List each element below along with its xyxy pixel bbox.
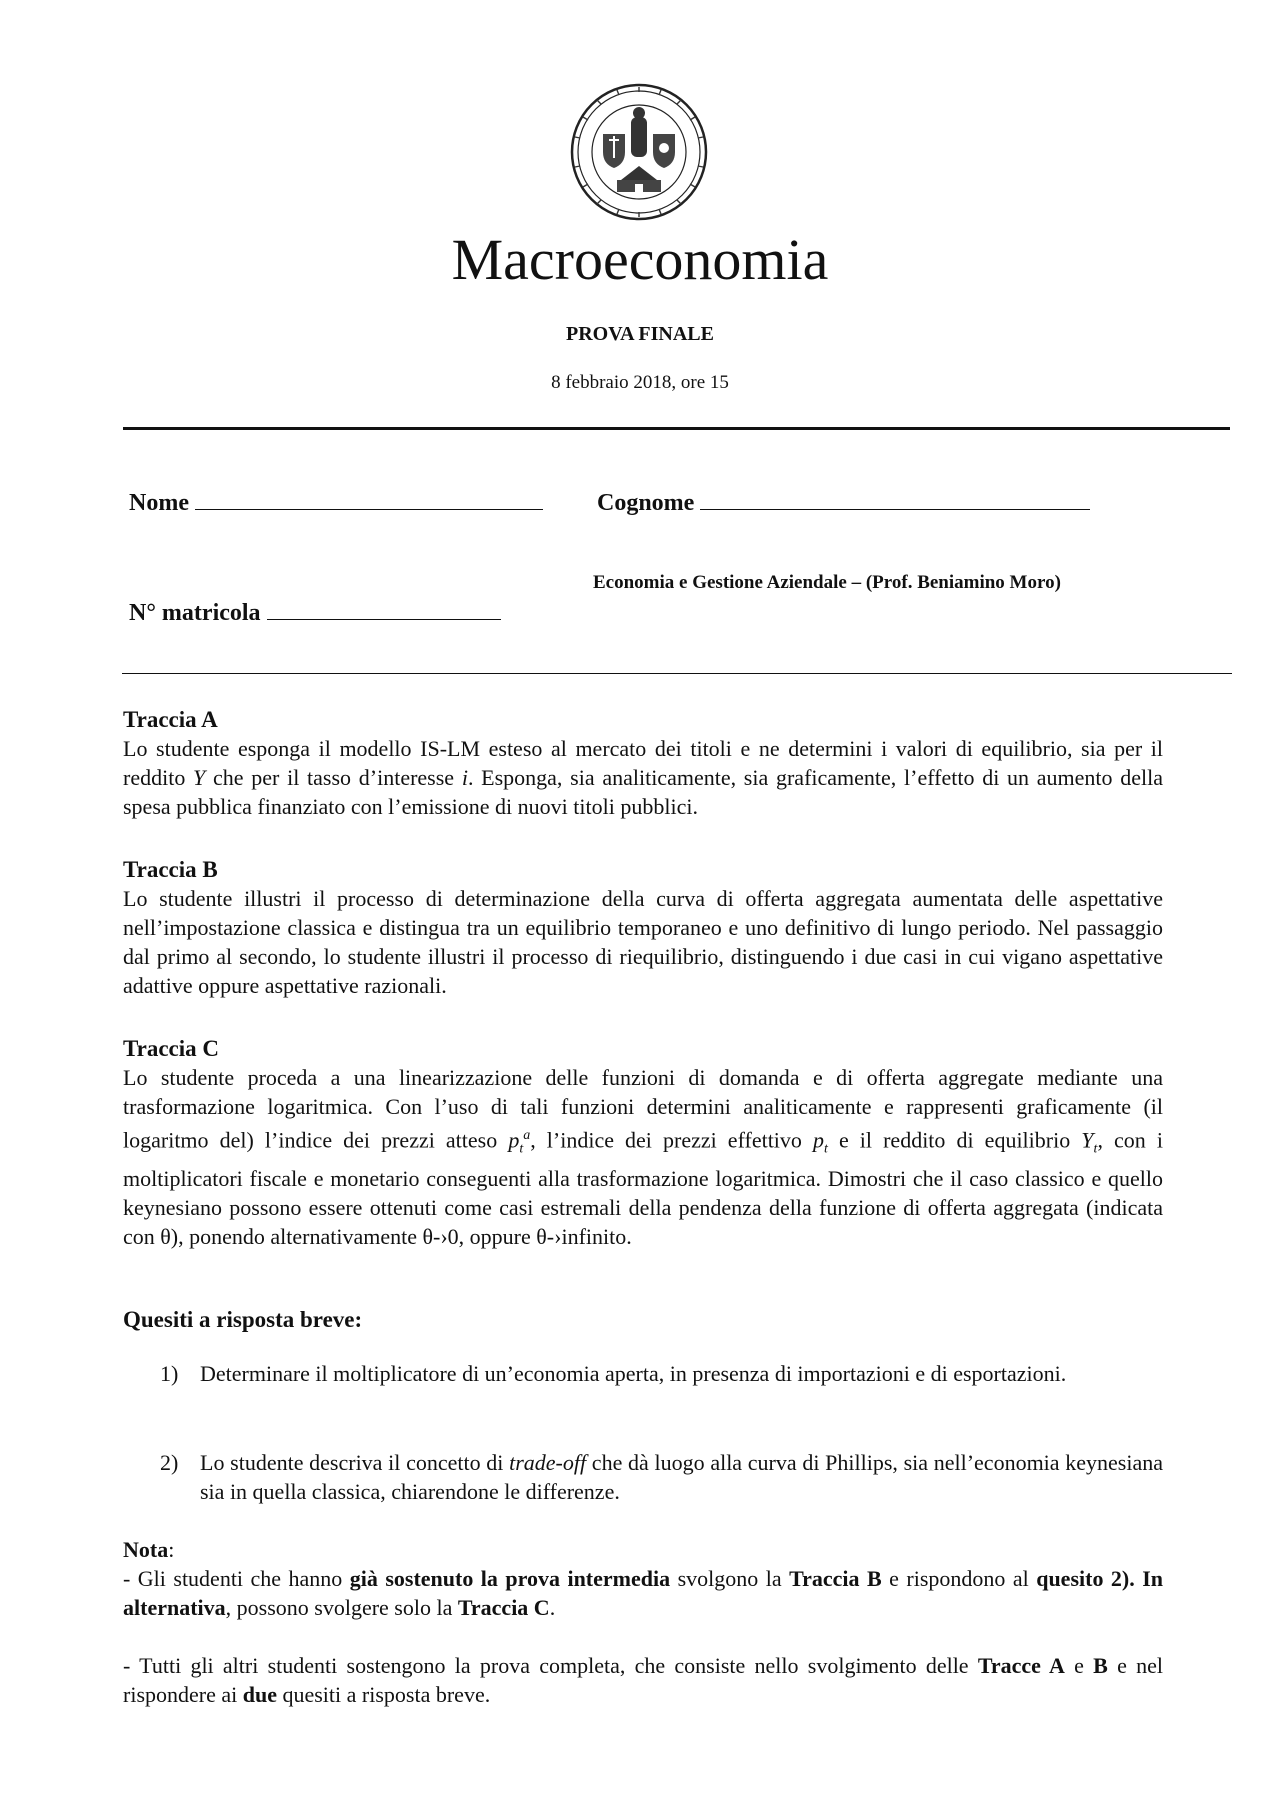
traccia-c xyxy=(123,1034,1163,1251)
form-divider xyxy=(122,673,1232,674)
cognome-field xyxy=(597,487,1090,518)
quesito-2 xyxy=(160,1448,1163,1506)
nome-label: Nome xyxy=(129,490,189,516)
page-title: Macroeconomia xyxy=(451,227,829,292)
traccia-c-text: Lo studente proceda a una linearizzazione delle funzioni di domanda e di offerta aggregate mediante una trasformazione logaritmica. Con l’uso di tali funzioni determini analiticamente e rappresenti graficamente (il logaritmo del) l’indice dei prezzi atteso $p_t^a$, l’indice dei prezzi effettivo $p_t$ e il reddito di equilibrio $Y_t$, con i moltiplicatori fiscale e monetario conseguenti alla trasformazione logaritmica. Dimostri che il caso classico e quello keynesiano possono essere ottenuti come casi estremali della pendenza della funzione di offerta aggregata (indicata con θ), ponendo alternativamente θ-›0, oppure θ-›infinito. xyxy=(123,1065,1163,1249)
course-info: Economia e Gestione Aziendale – (Prof. Beniamino Moro) xyxy=(593,572,1061,593)
cognome-blank[interactable] xyxy=(700,487,1090,510)
header-divider xyxy=(123,427,1230,430)
traccia-a-text: Lo studente esponga il modello IS-LM esteso al mercato dei titoli e ne determini i valori di equilibrio, sia per il reddito Y che per il tasso d’interesse i. Esponga, sia analiticamente, sia graficamente, l’effetto di un aumento della spesa pubblica finanziato con l’emissione di nuovi titoli pubblici. xyxy=(123,736,1163,819)
traccia-a-heading: Traccia A xyxy=(123,707,218,732)
traccia-b-heading: Traccia B xyxy=(123,857,218,882)
nome-blank[interactable] xyxy=(195,487,543,510)
matricola-blank[interactable] xyxy=(267,597,501,620)
nota-paragraph-1: - Gli studenti che hanno già sostenuto la prova intermedia svolgono la Traccia B e rispondono al quesito 2). In alternativa, possono svolgere solo la Traccia C. xyxy=(123,1566,1163,1620)
quesito-2-number: 2) xyxy=(160,1450,179,1475)
nota-heading: Nota: xyxy=(123,1537,175,1562)
exam-date: 8 febbraio 2018, ore 15 xyxy=(551,372,729,393)
quesito-1-text: Determinare il moltiplicatore di un’economia aperta, in presenza di importazioni e di esportazioni. xyxy=(200,1361,1067,1386)
traccia-c-heading: Traccia C xyxy=(123,1036,220,1061)
quesiti-heading: Quesiti a risposta breve: xyxy=(123,1307,363,1332)
cognome-label: Cognome xyxy=(597,490,695,516)
traccia-b-text: Lo studente illustri il processo di determinazione della curva di offerta aggregata aumentata delle aspettative nell’impostazione classica e distingua tra un equilibrio temporaneo e uno definitivo di lungo periodo. Nel passaggio dal primo al secondo, lo studente illustri il processo di riequilibrio, distinguendo i due casi in cui vigano aspettative adattive oppure aspettative razionali. xyxy=(123,886,1163,998)
nota-section xyxy=(123,1535,1163,1709)
matricola-field xyxy=(129,597,501,628)
university-seal-icon xyxy=(569,82,709,222)
traccia-a xyxy=(123,705,1163,821)
traccia-b xyxy=(123,855,1163,1000)
matricola-label: N° matricola xyxy=(129,600,261,626)
quesito-2-text: Lo studente descriva il concetto di trade-off che dà luogo alla curva di Phillips, sia nell’economia keynesiana sia in quella classica, chiarendone le differenze. xyxy=(200,1450,1163,1504)
nota-paragraph-2: - Tutti gli altri studenti sostengono la prova completa, che consiste nello svolgimento delle Tracce A e B e nel rispondere ai due quesiti a risposta breve. xyxy=(123,1653,1163,1707)
quesito-1 xyxy=(160,1359,1163,1388)
quesito-1-number: 1) xyxy=(160,1361,179,1386)
exam-subtitle: PROVA FINALE xyxy=(566,323,714,345)
nome-field xyxy=(129,487,543,518)
